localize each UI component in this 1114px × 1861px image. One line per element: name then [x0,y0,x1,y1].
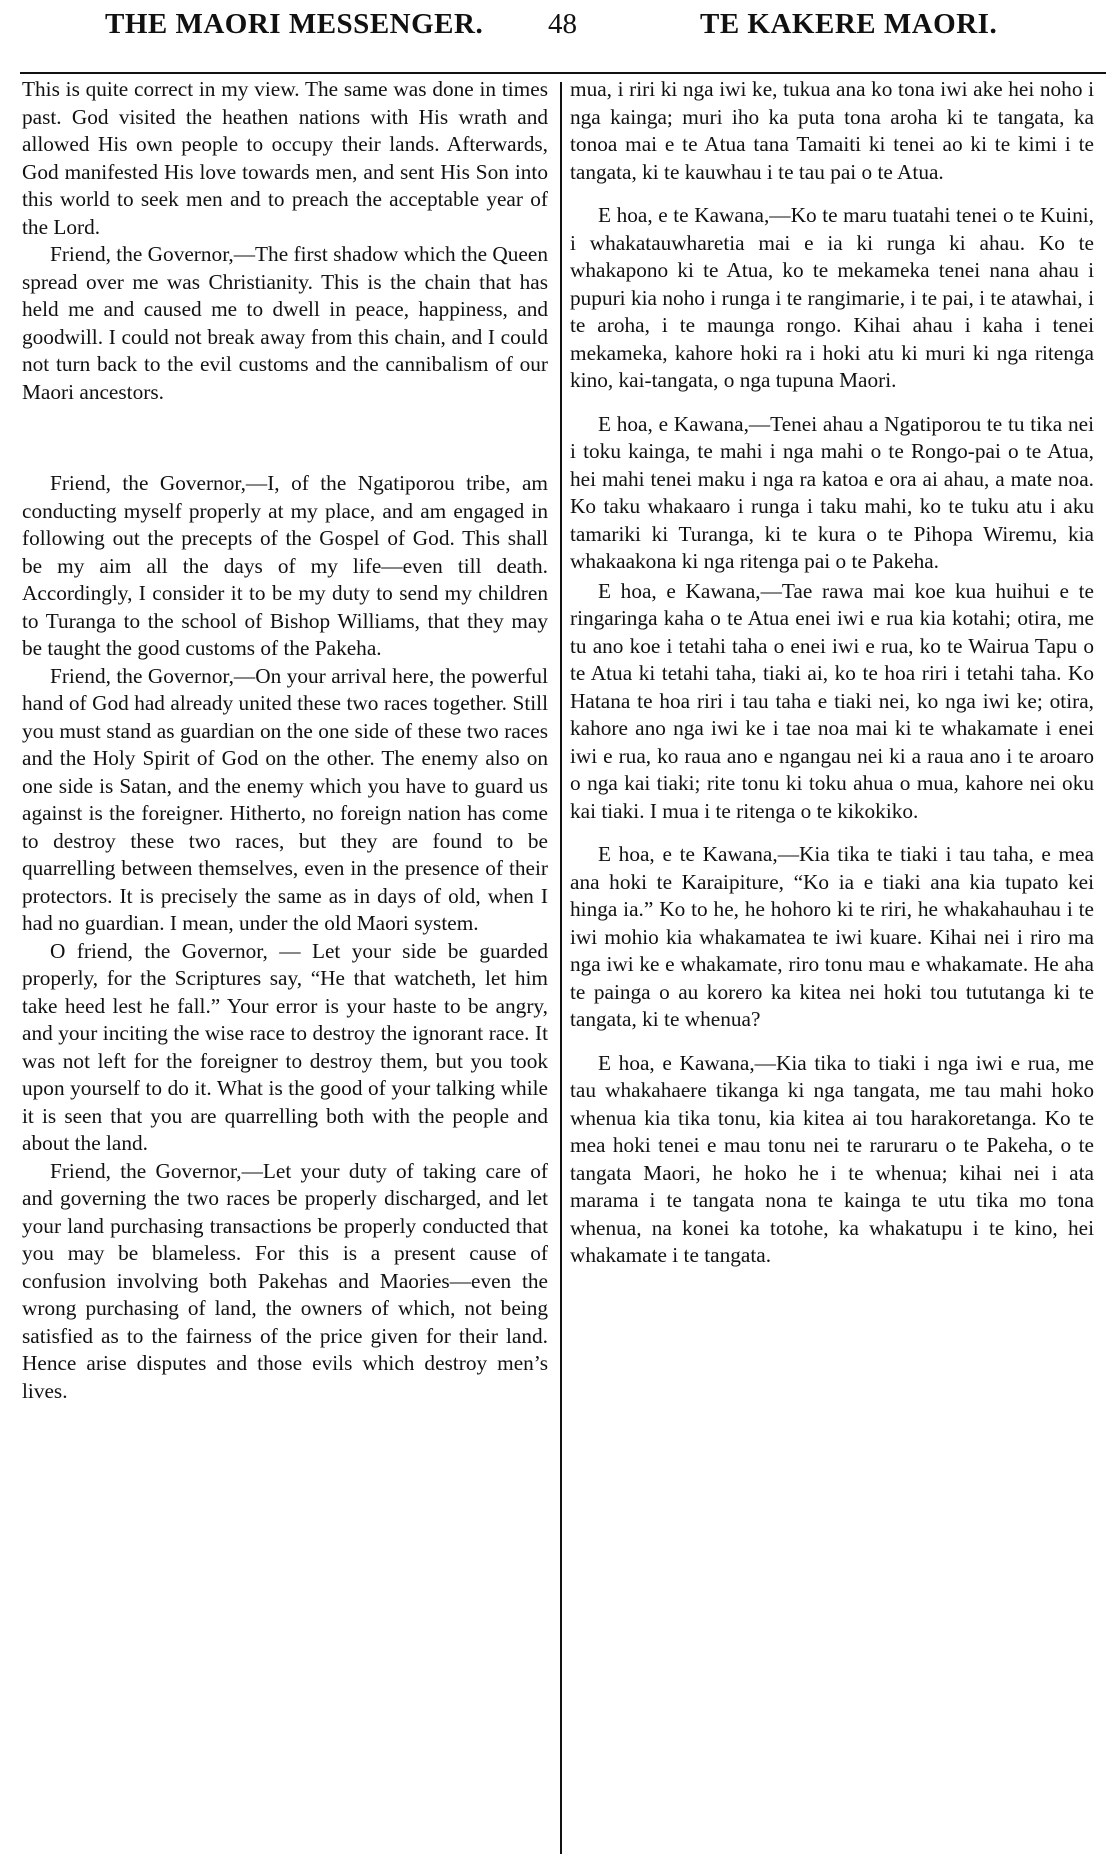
column-divider [560,82,562,1854]
maori-paragraph: E hoa, e te Kawana,—Ko te maru tuatahi tenei o te Kuini, i whakatauwharetia mai e ia ki runga ki ahau. Ko te whakapono ki te Atua, ko te mekameka tenei nana ahau i pupuri kia noho i runga i te rangimarie, i te pai, i te atawhai, i te aroha, i te maunga rongo. Kihai ahau i kaha i tenei mekameka, kahore hoki ra i hoki atu ki muri ki nga ritenga kino, kai-tangata, o nga tupuna Maori. [570,203,1094,392]
english-paragraph: Friend, the Governor,—I, of the Ngatiporou tribe, am conducting myself properly at my place, and am engaged in following out the precepts of the Gospel of God. This shall be my aim all the days of my life—even till death. Accordingly, I consider it to be my duty to send my children to Turanga to the school of Bishop Williams, that they may be taught the good customs of the Pakeha. [22,471,548,660]
page-header [0,8,1114,48]
maori-paragraph: E hoa, e Kawana,—Kia tika to tiaki i nga iwi e rua, me tau whakahaere tikanga ki nga tangata, me tau mahi hoko whenua kia tika tonu, kia kitea ai tou harakoretanga. Ko te mea hoki tenei e mau tonu nei te raruraru o te Pakeha, o te tangata Maori, he hoko he i te whenua; kihai nei i ata marama i te tangata nona te kainga te utu tika mo tona whenua, na konei ka totohe, ka whakatupu i te kino, hei whakamate i te tangata. [570,1050,1094,1267]
maori-paragraph: mua, i riri ki nga iwi ke, tukua ana ko tona iwi ake hei noho i nga kainga; muri iho ka puta tona aroha ki te tangata, ka tonoa mai e te Atua tana Tamaiti ki tenei ao ki te kimi i te tangata, ki te kauwhau i te tau pai o te Atua. [570,77,1094,184]
english-paragraph: O friend, the Governor, — Let your side be guarded properly, for the Scriptures say, “He that watcheth, let him take heed lest he fall.” Your error is your haste to be angry, and your inciting the wise race to destroy the ignorant race. It was not left for the foreigner to destroy them, but you took upon yourself to do it. What is the good of your talking while it is seen that you are quarrelling both with the people and about the land. [22,938,548,1155]
english-paragraph: Friend, the Governor,—Let your duty of taking care of and governing the two races be properly discharged, and let your land purchasing transactions be properly conducted that you may be blameless. For this is a present cause of confusion involving both Pakehas and Maories—even the wrong purchasing of land, the owners of which, not being satisfied as to the fairness of the price given for their land. Hence arise disputes and those evils which destroy men’s lives. [22,1158,548,1403]
page-number: 48 [548,8,577,40]
maori-paragraph: E hoa, e te Kawana,—Kia tika te tiaki i tau taha, e mea ana hoki te Karaipiture, “Ko ia e tiaki ana kia tupato kei hinga ia.” Ko to he, he hohoro ki te riri, he whakahauhau i te iwi mohio kia whakamatea te iwi kuare. Kihai nei i riro ma nga iwi ke e whakamate, riro tonu mau e whakamate. He aha te painga o au korero ka kitea nei hoki tou tututanga ki te tangata, ki te whenua? [570,842,1094,1031]
english-paragraph: Friend, the Governor,—On your arrival here, the powerful hand of God had already united these two races together. Still you must stand as guardian on the one side of these two races and the Holy Spirit of God on the other. The enemy also on one side is Satan, and the enemy which you have to guard us against is the foreigner. Hitherto, no foreign nation has come to destroy these two races, but they are found to be quarrelling between themselves, even in the presence of their protectors. It is precisely the same as in days of old, when I had no guardian. I mean, under the old Maori system. [22,663,548,935]
english-masthead: THE MAORI MESSENGER. [105,8,484,40]
english-paragraph: Friend, the Governor,—The first shadow which the Queen spread over me was Christianity. This is the chain that has held me and caused me to dwell in peace, happiness, and goodwill. I could not break away from this chain, and I could not turn back to the evil customs and the cannibalism of our Maori ancestors. [22,242,548,404]
maori-paragraph: E hoa, e Kawana,—Tenei ahau a Ngatiporou te tu tika nei i toku kainga, te mahi i nga mahi o te Rongo-pai o te Atua, hei mahi tenei maku i nga ra katoa e ora ai ahau, a mate noa. Ko taku whakaaro i runga i taku mahi, ko te tuku atu i aku tamariki ki Turanga, ki te kura o te Pihopa Wiremu, kia whakaakona ki nga ritenga pai o te Pakeha. [570,411,1094,573]
english-column [22,76,548,1405]
english-paragraph: This is quite correct in my view. The same was done in times past. God visited the heathen nations with His wrath and allowed His own people to occupy their lands. Afterwards, God manifested His love towards men, and sent His Son into this world to seek men and to preach the acceptable year of the Lord. [22,77,548,239]
maori-column [570,76,1094,1270]
maori-paragraph: E hoa, e Kawana,—Tae rawa mai koe kua huihui e te ringaringa kaha o te Atua enei iwi e rua kia kotahi; otira, me tu ano koe i tetahi taha o enei iwi e rua, ko te Wairua Tapu o te Atua ki tetahi taha, tiaki ai, ko te hoa riri i tetahi taha. Ko Hatana te hoa riri i tau taha e tiaki nei, ko nga iwi ke; otira, kahore ano nga iwi ke i tae noa mai ki te whakamate i enei iwi e rua, ko raua ano e ngangau nei ki a raua ano i te aroaro o nga kai tiaki; rite tonu ki toku ahua o mua, kahore nei oku kai tiaki. I mua i te ritenga o te kikokiko. [570,578,1094,823]
maori-masthead: TE KAKERE MAORI. [700,8,998,40]
header-rule [20,72,1106,74]
